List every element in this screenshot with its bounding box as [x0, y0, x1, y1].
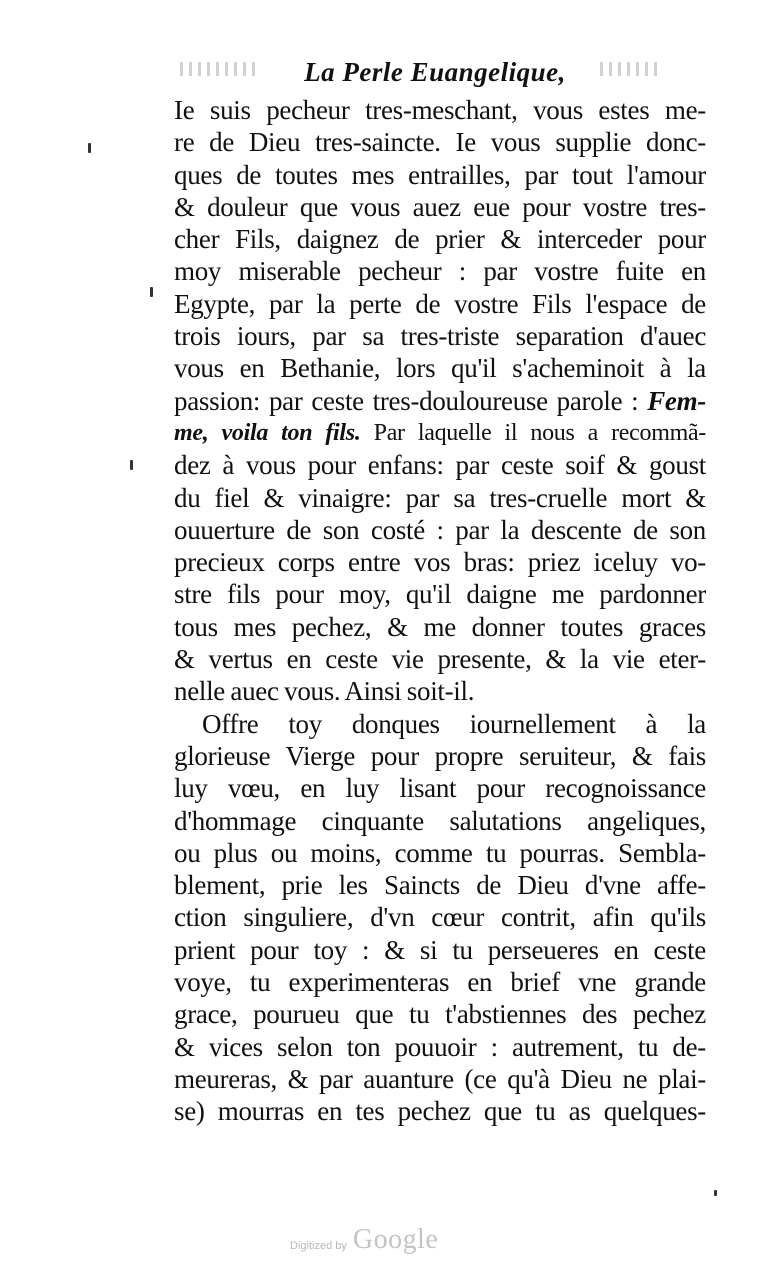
- text-line-5: cher Fils, daignez de prier & interceder pour: [174, 224, 706, 255]
- italic-quote-start: Fem-: [647, 385, 706, 416]
- text-line-9: vous en Bethanie, lors qu'il s'acheminoit à la: [174, 353, 706, 384]
- text-line-12: dez à vous pour enfans: par ceste soif & goust: [174, 450, 706, 481]
- text-line-24: ou plus ou moins, comme tu pourras. Sembla-: [174, 837, 706, 868]
- text-line-32: se) mourras en tes pechez que tu as quelques-: [174, 1096, 706, 1127]
- text-line-21: glorieuse Vierge pour propre seruiteur, & fais: [174, 740, 706, 771]
- text-line-30: & vices selon ton pouuoir : autrement, tu de-: [174, 1031, 706, 1062]
- text-line-29: grace, pourueu que tu t'abstiennes des pechez: [174, 999, 706, 1030]
- ink-smudge-left: [180, 62, 260, 76]
- text-line-6: moy miserable pecheur : par vostre fuite en: [174, 256, 706, 287]
- text-line-31: meureras, & par auanture (ce qu'à Dieu ne plai-: [174, 1063, 706, 1094]
- italic-quote-end: me, voila ton fils.: [174, 419, 361, 446]
- text-line-16: stre fils pour moy, qu'il daigne me pardonner: [174, 579, 706, 610]
- text-line-2: re de Dieu tres-saincte. Ie vous supplie donc-: [174, 127, 706, 158]
- text-line-7: Egypte, par la perte de vostre Fils l'espace de: [174, 288, 706, 319]
- text-line-14: ouuerture de son costé : par la descente de son: [174, 514, 706, 545]
- digitized-by-label: Digitized by: [290, 1240, 347, 1252]
- text-line-10: passion: par ceste tres-douloureuse parole : Fem-: [174, 385, 706, 416]
- text-line-22: luy vœu, en luy lisant pour recognoissance: [174, 773, 706, 804]
- text-line-11: me, voila ton fils. Par laquelle il nous a recommã-: [174, 419, 706, 446]
- text-line-4: & douleur que vous auez eue pour vostre tres-: [174, 191, 706, 222]
- text-line-15: precieux corps entre vos bras: priez iceluy vo-: [174, 547, 706, 578]
- text-line-25: blement, prie les Saincts de Dieu d'vne affe-: [174, 870, 706, 901]
- text-line-13: du fiel & vinaigre: par sa tres-cruelle mort &: [174, 482, 706, 513]
- text-line-1: Ie suis pecheur tres-meschant, vous estes me-: [174, 95, 706, 125]
- margin-speck: [130, 460, 133, 470]
- running-head-title: La Perle Euangelique,: [304, 56, 566, 87]
- text-line-23: d'hommage cinquante salutations angeliques,: [174, 805, 706, 836]
- google-logo: Google: [352, 1224, 439, 1255]
- text-line-18: & vertus en ceste vie presente, & la vie eter-: [174, 644, 706, 675]
- margin-speck: [88, 143, 91, 153]
- running-head: [180, 52, 690, 92]
- text-line-8: trois iours, par sa tres-triste separation d'auec: [174, 321, 706, 352]
- digitization-watermark: [290, 1222, 480, 1256]
- margin-speck: [150, 287, 153, 297]
- text-line-27: prient pour toy : & si tu perseueres en ceste: [174, 934, 706, 965]
- ink-smudge-right: [600, 62, 660, 76]
- text-line-19: nelle auec vous. Ainsi soit-il.: [174, 676, 475, 707]
- text-line-17: tous mes pechez, & me donner toutes graces: [174, 611, 706, 642]
- text-line-26: ction singuliere, d'vn cœur contrit, afin qu'ils: [174, 902, 706, 933]
- margin-speck: [714, 1190, 717, 1196]
- text-line-28: voye, tu experimenteras en brief vne grande: [174, 967, 706, 998]
- body-text: [174, 94, 706, 1128]
- text-line-3: ques de toutes mes entrailles, par tout l'amour: [174, 159, 706, 190]
- text-line-20: Offre toy donques iournellement à la: [202, 708, 706, 739]
